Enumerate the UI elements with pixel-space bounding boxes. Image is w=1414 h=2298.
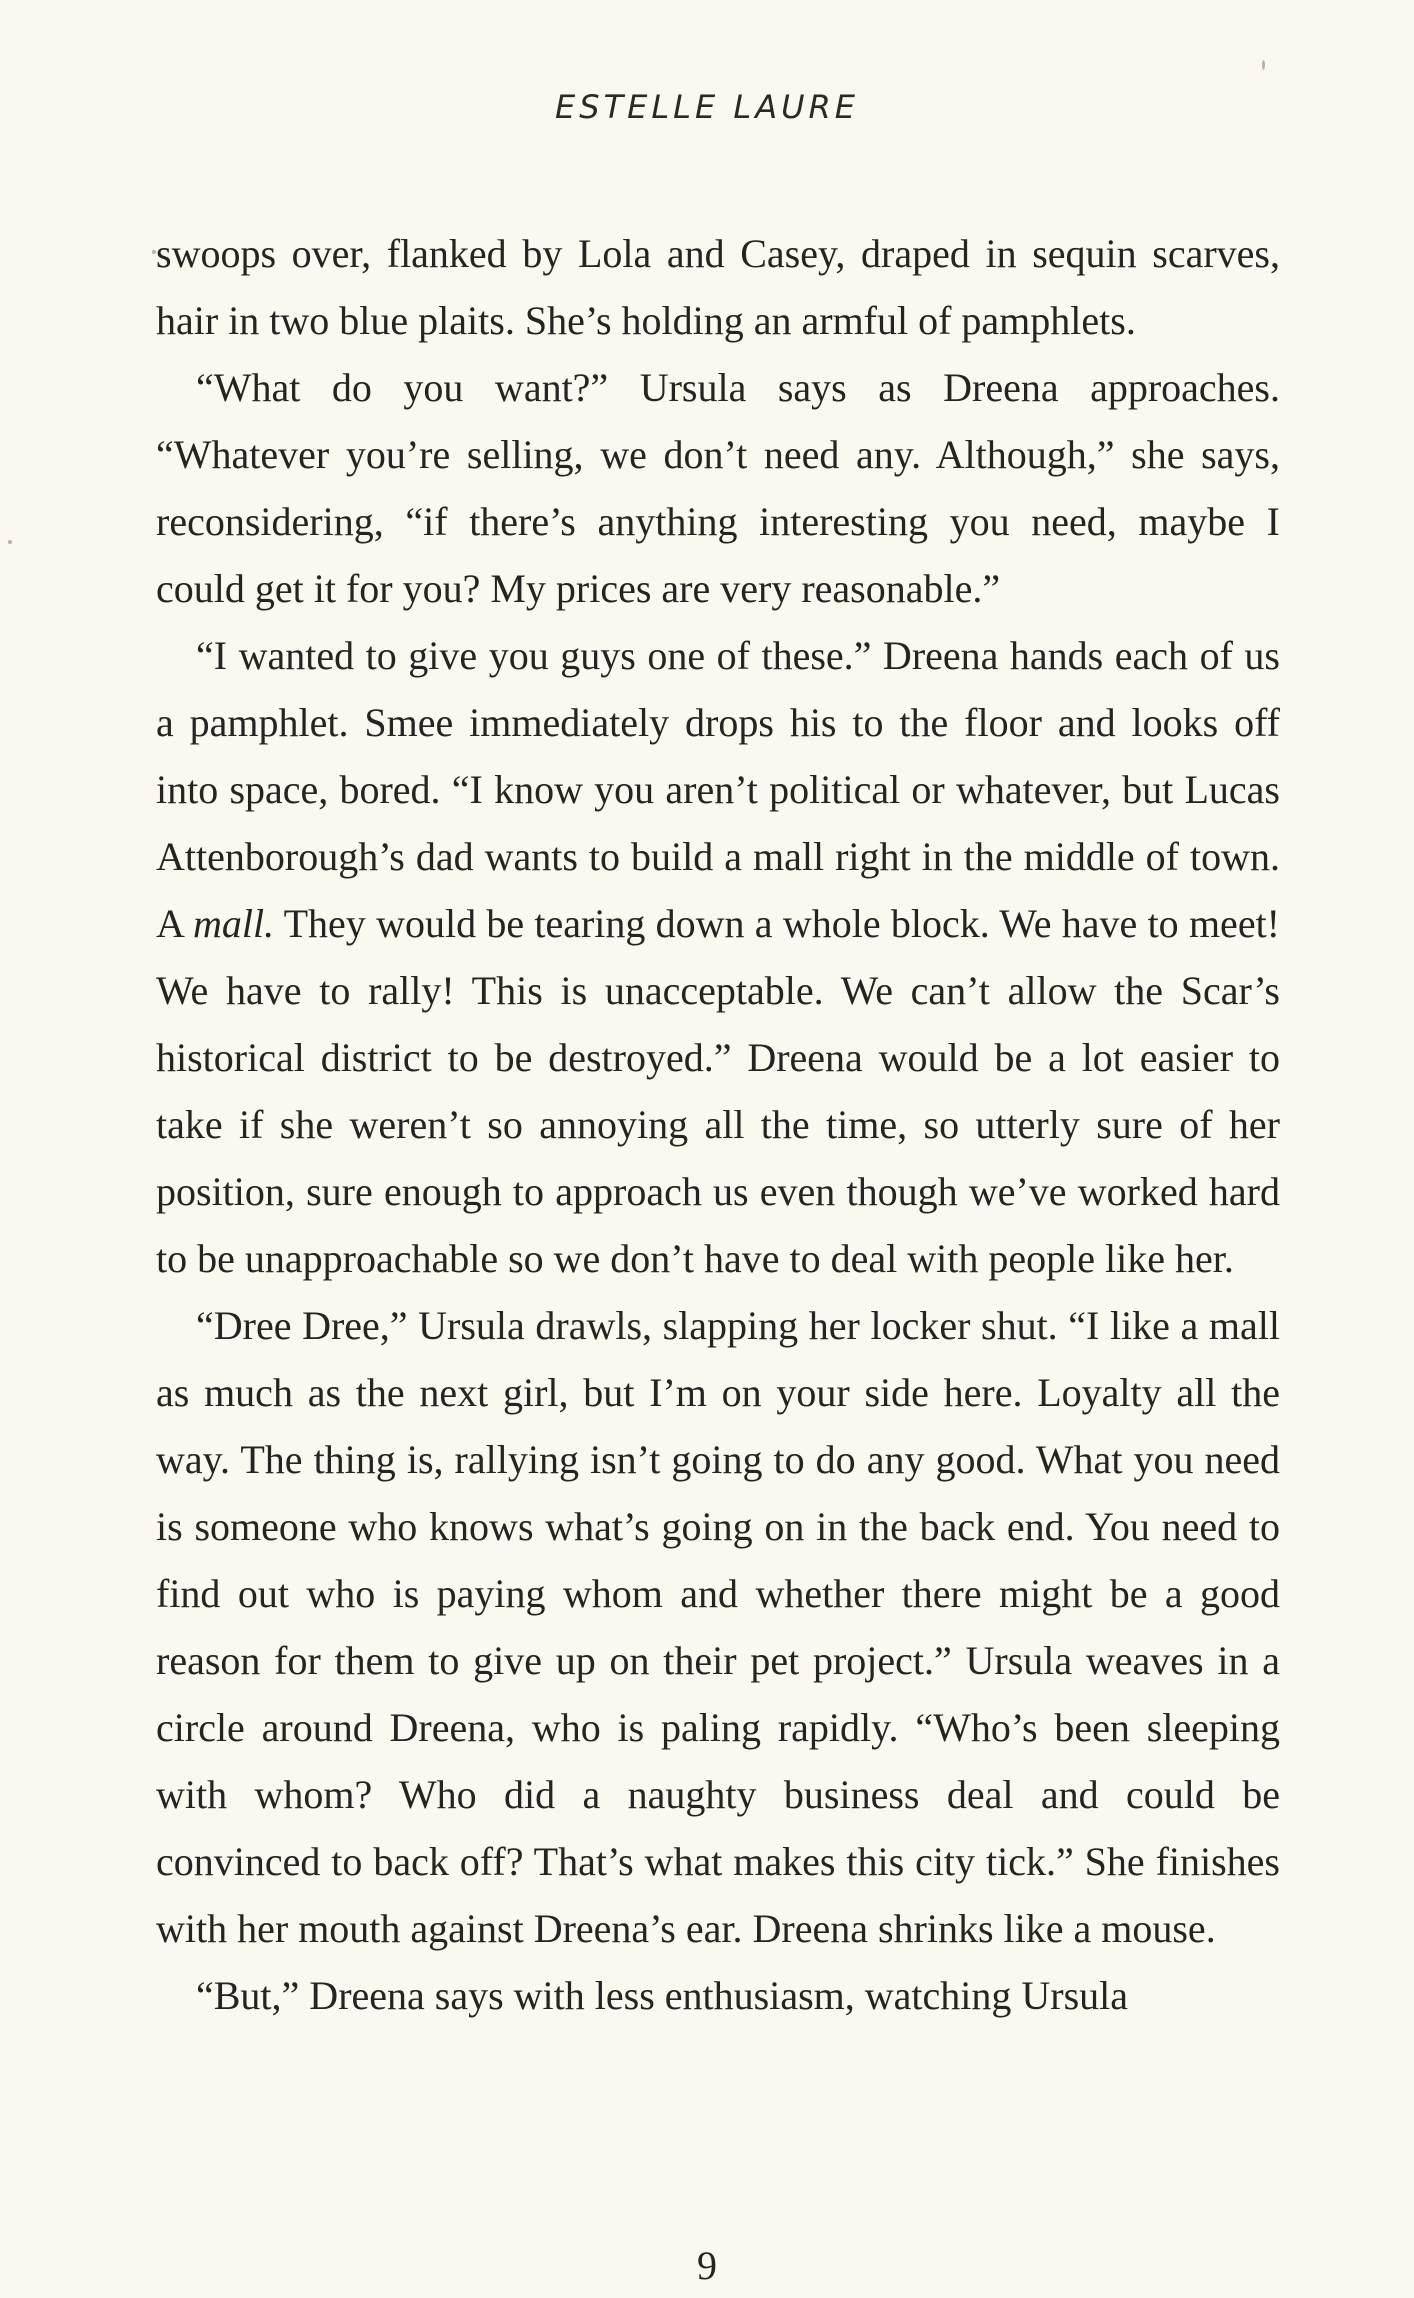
emphasis-mall: mall. xyxy=(192,901,275,946)
paragraph-3-after: They would be tearing down a whole block. We have to meet! We have to rally! This is unacceptable. We can’t allow the Scar’s historical district to be destroyed.” Dreena would be a lot easier to take if she weren’t so annoying all the time, so utterly sure of her position, sure enough to approach us even though we’ve worked hard to be unapproachable so we don’t have to deal with people like her. xyxy=(156,901,1281,1281)
paragraph-4: “Dree Dree,” Ursula drawls, slapping her locker shut. “I like a mall as much as the next girl, but I’m on your side here. Loyalty all the way. The thing is, rallying isn’t going to do any good. What you need is someone who knows what’s going on in the back end. You need to find out who is paying whom and whether there might be a good reason for them to give up on their pet project.” Ursula weaves in a circle around Dreena, who is paling rapidly. “Who’s been sleeping with whom? Who did a naughty business deal and could be convinced to back off? That’s what makes this city tick.” She finishes with her mouth against Dreena’s ear. Dreena shrinks like a mouse. xyxy=(156,1303,1280,1951)
paper-speck xyxy=(1262,60,1265,70)
page-number: 9 xyxy=(697,2243,717,2288)
paragraph-1: swoops over, flanked by Lola and Casey, draped in sequin scarves, hair in two blue plaits. She’s holding an armful of pamphlets. xyxy=(156,231,1280,343)
paragraph-3-before: “I wanted to give you guys one of these.” Dreena hands each of us a pamphlet. Smee immediately drops his to the floor and looks off into space, bored. “I know you aren’t political or whatever, but Lucas Attenborough’s dad wants to build a mall right in the middle of town. A xyxy=(156,633,1280,946)
paragraph-2: “What do you want?” Ursula says as Dreena approaches. “Whatever you’re selling, we don’t need any. Although,” she says, reconsidering, “if there’s anything interesting you need, maybe I could get it for you? My prices are very reasonable.” xyxy=(156,365,1280,611)
paper-speck xyxy=(152,250,156,254)
running-head: ESTELLE LAURE xyxy=(555,88,859,126)
paragraph-5: “But,” Dreena says with less enthusiasm, watching Ursula xyxy=(196,1973,1129,2018)
paragraph-3 xyxy=(156,622,1280,1292)
paper-speck xyxy=(8,540,12,544)
body-text xyxy=(156,220,1280,2029)
